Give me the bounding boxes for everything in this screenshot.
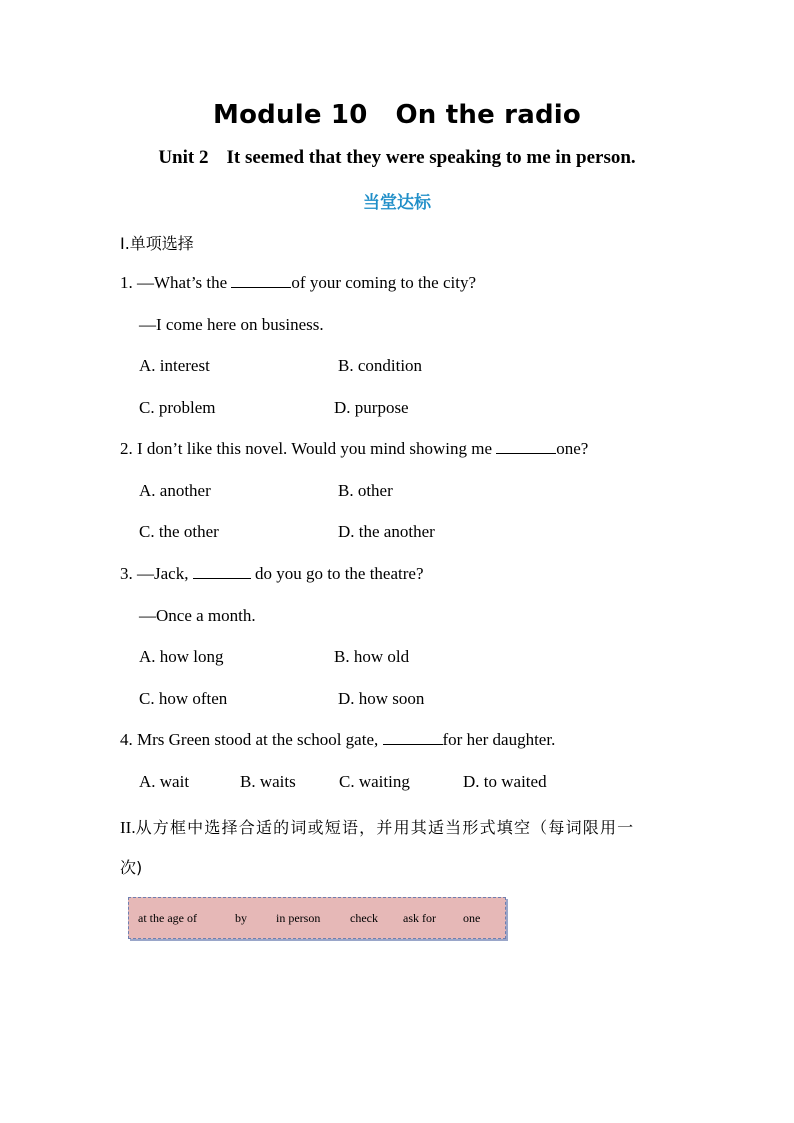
word-option: by bbox=[235, 911, 247, 925]
part2-heading-cont: 次) bbox=[120, 858, 143, 877]
word-option: ask for bbox=[403, 911, 436, 925]
option[interactable]: B. other bbox=[338, 481, 393, 500]
unit-title: It seemed that they were speaking to me in person. bbox=[226, 147, 636, 168]
question-3: 3. —Jack, do you go to the theatre? bbox=[120, 564, 424, 583]
option[interactable]: A. interest bbox=[139, 356, 210, 375]
unit-subtitle bbox=[0, 147, 794, 169]
question-4: 4. Mrs Green stood at the school gate, for her daughter. bbox=[120, 730, 556, 749]
answer-blank[interactable] bbox=[231, 273, 291, 288]
option[interactable]: A. how long bbox=[139, 647, 224, 666]
option[interactable]: C. waiting bbox=[339, 772, 410, 791]
option[interactable]: A. wait bbox=[139, 772, 190, 791]
option[interactable]: B. condition bbox=[338, 356, 423, 375]
option[interactable]: C. the other bbox=[139, 522, 219, 541]
question-2: 2. I don’t like this novel. Would you mind showing me one? bbox=[120, 439, 589, 458]
option[interactable]: D. how soon bbox=[338, 689, 425, 708]
question-1: 1. —What’s the of your coming to the city? bbox=[120, 273, 477, 292]
section-tag: 当堂达标 bbox=[363, 193, 431, 213]
option[interactable]: A. another bbox=[139, 481, 211, 500]
unit-number: Unit 2 bbox=[158, 147, 209, 168]
module-number: Module 10 bbox=[213, 100, 368, 130]
option[interactable]: D. to waited bbox=[463, 772, 547, 791]
word-option: check bbox=[350, 911, 378, 925]
option[interactable]: D. the another bbox=[338, 522, 435, 541]
option[interactable]: B. how old bbox=[334, 647, 410, 666]
module-name: On the radio bbox=[395, 100, 581, 130]
question-3-reply: —Once a month. bbox=[139, 606, 256, 625]
option[interactable]: C. problem bbox=[139, 398, 216, 417]
question-1-reply: —I come here on business. bbox=[139, 315, 324, 334]
option[interactable]: D. purpose bbox=[334, 398, 409, 417]
answer-blank[interactable] bbox=[193, 564, 251, 579]
option[interactable]: B. waits bbox=[240, 772, 296, 791]
part1-heading: I.单项选择 bbox=[120, 234, 194, 253]
option[interactable]: C. how often bbox=[139, 689, 228, 708]
answer-blank[interactable] bbox=[383, 730, 443, 745]
answer-blank[interactable] bbox=[496, 439, 556, 454]
page-title bbox=[0, 100, 794, 130]
part2-heading: II.从方框中选择合适的词或短语，并用其适当形式填空（每词限用一 bbox=[120, 818, 635, 837]
word-option: in person bbox=[276, 911, 321, 925]
word-option: at the age of bbox=[138, 911, 197, 925]
word-option: one bbox=[463, 911, 481, 925]
word-box bbox=[128, 897, 506, 939]
